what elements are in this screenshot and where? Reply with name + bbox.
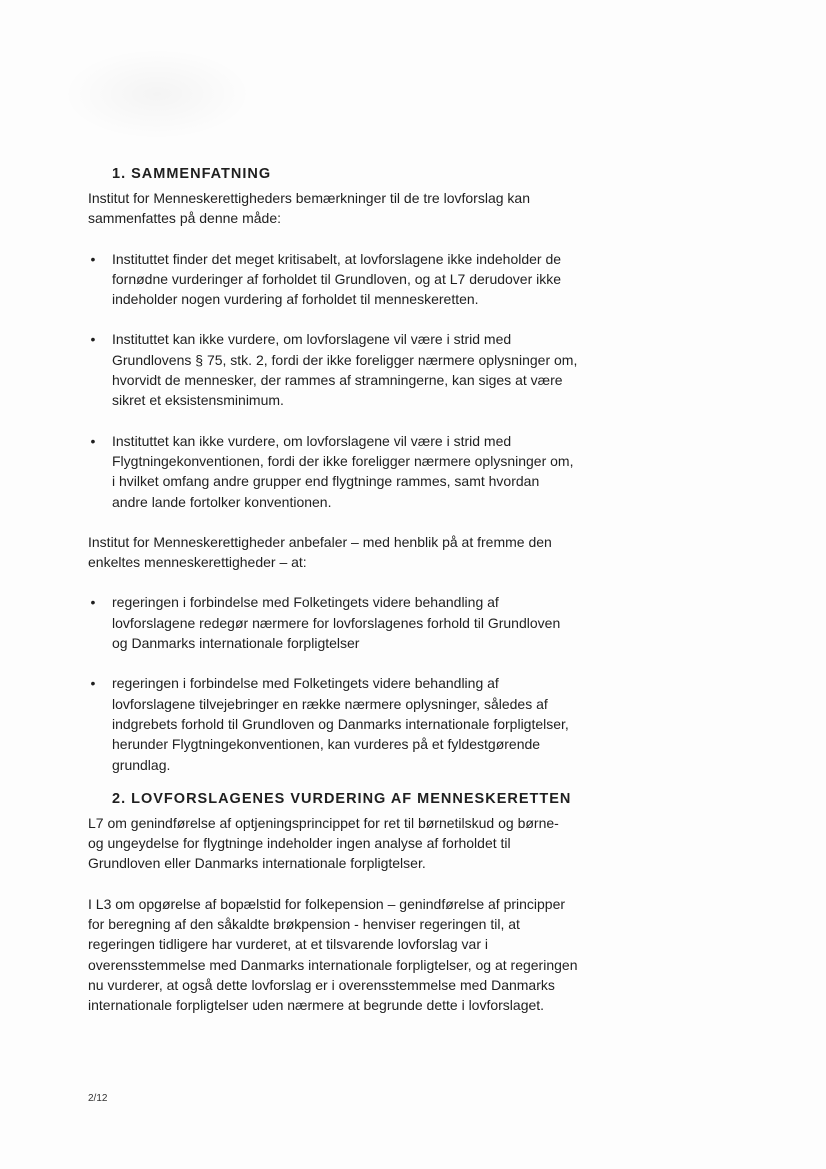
recommendation-intro: Institut for Menneskerettigheder anbefaler – med henblik på at fremme den enkeltes menneskerettigheder – at: bbox=[88, 533, 552, 571]
recommendation-list bbox=[88, 592, 578, 774]
section-heading-summary: 1. SAMMENFATNING bbox=[112, 166, 272, 182]
page-number: 2/12 bbox=[88, 1093, 108, 1104]
list-item: • Instituttet kan ikke vurdere, om lovforslagene vil være i strid med Grundlovens § 75, stk. 2, fordi der ikke foreligger nærmere oplysninger om, hvorvidt de mennesker, der rammes af stramningerne, kan siges at være sikret et eksistensminimum. bbox=[90, 331, 578, 409]
list-item: • Instituttet finder det meget kritisabelt, at lovforslagene ikke indeholder de fornødne vurderinger af forholdet til Grundloven, og at L7 derudover ikke indeholder nogen vurdering af forholdet til menneskeretten. bbox=[90, 250, 562, 308]
assessment-paragraph-2: I L3 om opgørelse af bopælstid for folkepension – genindførelse af principper for beregning af den såkaldte brøkpension - henviser regeringen til, at regeringen tidligere har vurderet, at et tilsvarende lovforslag var i overensstemmelse med Danmarks internationale forpligtelser, og at regeringen nu vurderer, at også dette lovforslag er i overensstemmelse med Danmarks internationale forpligtelser uden nærmere at begrunde dette i lovforslaget. bbox=[88, 895, 578, 1014]
list-item: • Instituttet kan ikke vurdere, om lovforslagene vil være i strid med Flygtningekonventionen, fordi der ikke foreligger nærmere oplysninger om, i hvilket omfang andre grupper end flygtninge rammes, samt hvordan andre lande fortolker konventionen. bbox=[90, 432, 574, 510]
assessment-paragraph-1: L7 om genindførelse af optjeningsprincippet for ret til børnetilskud og børne- og ungeydelse for flygtninge indeholder ingen analyse af forholdet til Grundloven eller Danmarks internationale forpligtelser. bbox=[88, 814, 559, 872]
summary-bullet-list bbox=[88, 249, 578, 512]
section-heading-assessment: 2. LOVFORSLAGENES VURDERING AF MENNESKERETTEN bbox=[112, 790, 572, 807]
faded-stamp bbox=[62, 48, 252, 140]
main-content bbox=[88, 164, 578, 1016]
list-item: • regeringen i forbindelse med Folketingets videre behandling af lovforslagene tilvejebringer en række nærmere oplysninger, således af indgrebets forhold til Grundloven og Danmarks internationale forpligtelser, herunder Flygtningekonventionen, kan vurderes på et fyldestgørende grundlag. bbox=[90, 675, 569, 773]
list-item: • regeringen i forbindelse med Folketingets videre behandling af lovforslagene redegør nærmere for lovforslagenes forhold til Grundloven og Danmarks internationale forpligtelser bbox=[90, 594, 561, 652]
summary-intro: Institut for Menneskerettigheders bemærkninger til de tre lovforslag kan sammenfattes på denne måde: bbox=[88, 190, 530, 227]
